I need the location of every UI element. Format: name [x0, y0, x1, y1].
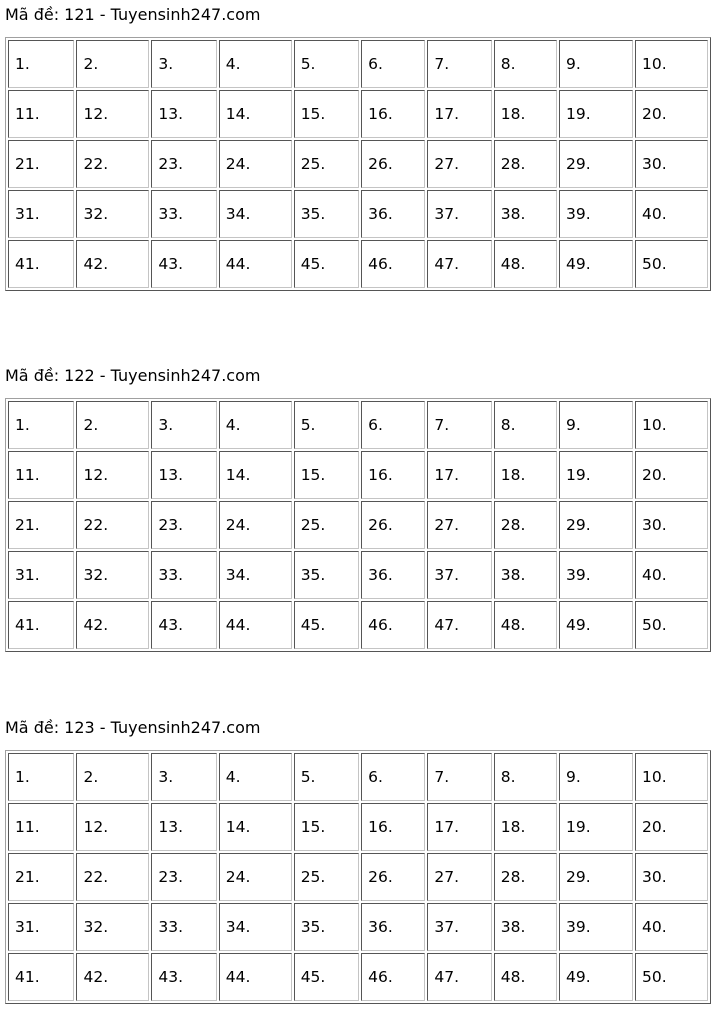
answer-cell: 6. [361, 753, 425, 801]
answer-cell: 1. [8, 753, 74, 801]
answer-cell: 42. [76, 240, 149, 288]
answer-cell: 28. [494, 853, 557, 901]
answer-cell: 33. [151, 551, 216, 599]
answer-cell: 45. [294, 953, 359, 1001]
answer-cell: 9. [559, 40, 633, 88]
answer-cell: 32. [76, 551, 149, 599]
answer-cell: 7. [427, 40, 491, 88]
answer-cell: 19. [559, 803, 633, 851]
answer-cell: 46. [361, 240, 425, 288]
answer-cell: 45. [294, 240, 359, 288]
section-title: Mã đề: 123 - Tuyensinh247.com [5, 718, 261, 737]
table-row [8, 40, 708, 88]
section-title: Mã đề: 122 - Tuyensinh247.com [5, 366, 261, 385]
answer-cell: 15. [294, 451, 359, 499]
table-row [8, 803, 708, 851]
answer-cell: 3. [151, 753, 216, 801]
answer-table [5, 37, 711, 291]
answer-cell: 23. [151, 140, 216, 188]
answer-cell: 39. [559, 551, 633, 599]
answer-cell: 42. [76, 953, 149, 1001]
answer-cell: 30. [635, 501, 708, 549]
answer-cell: 29. [559, 853, 633, 901]
answer-cell: 14. [219, 451, 292, 499]
answer-cell: 50. [635, 240, 708, 288]
table-row [8, 401, 708, 449]
answer-cell: 8. [494, 401, 557, 449]
answer-cell: 35. [294, 190, 359, 238]
answer-cell: 44. [219, 240, 292, 288]
answer-cell: 30. [635, 853, 708, 901]
answer-cell: 37. [427, 190, 491, 238]
answer-cell: 20. [635, 803, 708, 851]
answer-cell: 29. [559, 140, 633, 188]
answer-cell: 21. [8, 140, 74, 188]
answer-cell: 37. [427, 551, 491, 599]
table-row [8, 903, 708, 951]
answer-cell: 36. [361, 903, 425, 951]
answer-cell: 16. [361, 803, 425, 851]
answer-cell: 17. [427, 803, 491, 851]
table-row [8, 953, 708, 1001]
answer-cell: 22. [76, 140, 149, 188]
answer-cell: 34. [219, 903, 292, 951]
answer-cell: 36. [361, 190, 425, 238]
answer-cell: 44. [219, 953, 292, 1001]
answer-cell: 4. [219, 40, 292, 88]
answer-cell: 4. [219, 753, 292, 801]
answer-cell: 18. [494, 803, 557, 851]
answer-cell: 37. [427, 903, 491, 951]
answer-cell: 24. [219, 853, 292, 901]
answer-cell: 35. [294, 551, 359, 599]
answer-cell: 44. [219, 601, 292, 649]
answer-cell: 14. [219, 803, 292, 851]
answer-cell: 2. [76, 753, 149, 801]
answer-cell: 50. [635, 601, 708, 649]
answer-cell: 17. [427, 90, 491, 138]
answer-cell: 49. [559, 953, 633, 1001]
answer-cell: 18. [494, 90, 557, 138]
answer-cell: 10. [635, 753, 708, 801]
answer-cell: 1. [8, 40, 74, 88]
answer-cell: 6. [361, 401, 425, 449]
answer-cell: 5. [294, 753, 359, 801]
answer-cell: 11. [8, 803, 74, 851]
answer-cell: 42. [76, 601, 149, 649]
answer-cell: 21. [8, 501, 74, 549]
answer-cell: 26. [361, 140, 425, 188]
answer-cell: 16. [361, 451, 425, 499]
answer-cell: 7. [427, 753, 491, 801]
answer-cell: 41. [8, 601, 74, 649]
answer-cell: 48. [494, 240, 557, 288]
answer-cell: 24. [219, 501, 292, 549]
answer-cell: 10. [635, 40, 708, 88]
table-row [8, 140, 708, 188]
answer-cell: 9. [559, 753, 633, 801]
answer-cell: 46. [361, 953, 425, 1001]
answer-cell: 47. [427, 953, 491, 1001]
answer-cell: 8. [494, 753, 557, 801]
answer-table [5, 398, 711, 652]
answer-cell: 32. [76, 903, 149, 951]
answer-cell: 23. [151, 853, 216, 901]
answer-cell: 31. [8, 190, 74, 238]
answer-cell: 5. [294, 40, 359, 88]
answer-cell: 11. [8, 451, 74, 499]
answer-cell: 13. [151, 803, 216, 851]
answer-cell: 11. [8, 90, 74, 138]
answer-cell: 12. [76, 90, 149, 138]
table-row [8, 853, 708, 901]
answer-cell: 28. [494, 140, 557, 188]
answer-cell: 3. [151, 401, 216, 449]
answer-cell: 22. [76, 501, 149, 549]
answer-table [5, 750, 711, 1004]
answer-cell: 27. [427, 501, 491, 549]
answer-cell: 27. [427, 853, 491, 901]
answer-cell: 3. [151, 40, 216, 88]
answer-cell: 15. [294, 90, 359, 138]
answer-cell: 14. [219, 90, 292, 138]
answer-cell: 7. [427, 401, 491, 449]
answer-cell: 25. [294, 853, 359, 901]
answer-cell: 49. [559, 240, 633, 288]
answer-cell: 43. [151, 601, 216, 649]
answer-cell: 43. [151, 240, 216, 288]
answer-cell: 21. [8, 853, 74, 901]
answer-cell: 2. [76, 40, 149, 88]
answer-cell: 34. [219, 551, 292, 599]
answer-cell: 40. [635, 551, 708, 599]
answer-cell: 41. [8, 953, 74, 1001]
answer-cell: 16. [361, 90, 425, 138]
answer-cell: 20. [635, 451, 708, 499]
answer-cell: 41. [8, 240, 74, 288]
answer-cell: 25. [294, 501, 359, 549]
answer-cell: 2. [76, 401, 149, 449]
table-row [8, 240, 708, 288]
answer-cell: 10. [635, 401, 708, 449]
table-row [8, 451, 708, 499]
answer-cell: 22. [76, 853, 149, 901]
answer-cell: 12. [76, 451, 149, 499]
answer-cell: 36. [361, 551, 425, 599]
answer-cell: 25. [294, 140, 359, 188]
answer-cell: 5. [294, 401, 359, 449]
answer-cell: 19. [559, 451, 633, 499]
table-row [8, 551, 708, 599]
table-row [8, 501, 708, 549]
answer-cell: 32. [76, 190, 149, 238]
answer-cell: 27. [427, 140, 491, 188]
answer-cell: 23. [151, 501, 216, 549]
answer-cell: 31. [8, 551, 74, 599]
answer-cell: 8. [494, 40, 557, 88]
answer-cell: 43. [151, 953, 216, 1001]
answer-cell: 24. [219, 140, 292, 188]
table-row [8, 190, 708, 238]
answer-cell: 31. [8, 903, 74, 951]
answer-cell: 6. [361, 40, 425, 88]
answer-cell: 9. [559, 401, 633, 449]
answer-cell: 33. [151, 903, 216, 951]
answer-cell: 40. [635, 903, 708, 951]
answer-cell: 28. [494, 501, 557, 549]
answer-cell: 15. [294, 803, 359, 851]
table-row [8, 601, 708, 649]
answer-cell: 39. [559, 903, 633, 951]
answer-cell: 19. [559, 90, 633, 138]
answer-cell: 20. [635, 90, 708, 138]
answer-cell: 48. [494, 601, 557, 649]
answer-cell: 38. [494, 190, 557, 238]
table-row [8, 90, 708, 138]
answer-cell: 33. [151, 190, 216, 238]
answer-cell: 39. [559, 190, 633, 238]
answer-cell: 50. [635, 953, 708, 1001]
answer-cell: 46. [361, 601, 425, 649]
answer-cell: 17. [427, 451, 491, 499]
answer-cell: 40. [635, 190, 708, 238]
answer-cell: 34. [219, 190, 292, 238]
answer-cell: 12. [76, 803, 149, 851]
answer-cell: 29. [559, 501, 633, 549]
answer-cell: 48. [494, 953, 557, 1001]
answer-cell: 26. [361, 853, 425, 901]
answer-cell: 30. [635, 140, 708, 188]
answer-cell: 38. [494, 903, 557, 951]
answer-cell: 4. [219, 401, 292, 449]
answer-cell: 13. [151, 90, 216, 138]
answer-cell: 49. [559, 601, 633, 649]
answer-cell: 35. [294, 903, 359, 951]
answer-cell: 47. [427, 240, 491, 288]
answer-cell: 26. [361, 501, 425, 549]
section-title: Mã đề: 121 - Tuyensinh247.com [5, 5, 261, 24]
table-row [8, 753, 708, 801]
answer-cell: 45. [294, 601, 359, 649]
answer-cell: 1. [8, 401, 74, 449]
answer-cell: 18. [494, 451, 557, 499]
answer-cell: 13. [151, 451, 216, 499]
answer-cell: 38. [494, 551, 557, 599]
answer-cell: 47. [427, 601, 491, 649]
